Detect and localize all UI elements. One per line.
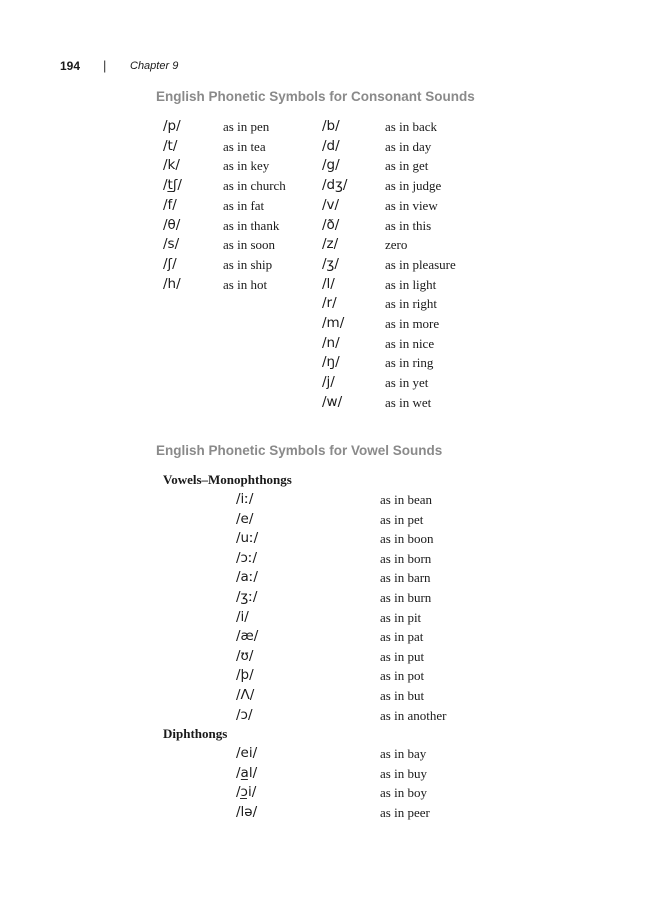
example-word: as in yet <box>385 375 429 391</box>
example-word: as in born <box>380 550 432 566</box>
example-word: as in pit <box>380 609 422 625</box>
phonetic-symbol: /þ/ <box>236 667 254 684</box>
example-word: as in get <box>385 158 429 174</box>
phonetic-symbol: /ɔ/ <box>236 706 253 723</box>
phonetic-symbol: /f/ <box>163 196 177 213</box>
example-word: as in bay <box>380 746 427 761</box>
phonetic-symbol: /k/ <box>163 157 180 174</box>
phonetic-symbol: /i/ <box>236 608 249 625</box>
phonetic-symbol: /r/ <box>322 295 337 312</box>
phonetic-symbol: /ŋ/ <box>322 354 340 371</box>
phonetic-symbol: /ɔ̲i/ <box>236 784 257 801</box>
example-word: as in light <box>385 276 437 292</box>
phonetic-symbol: /dʒ/ <box>322 177 348 194</box>
example-word: as in ship <box>223 256 273 272</box>
phonetic-symbol: /l/ <box>322 275 335 292</box>
example-word: zero <box>385 237 408 253</box>
example-word: as in pet <box>380 511 424 527</box>
phonetic-symbol: /ð/ <box>322 216 340 233</box>
example-word: as in more <box>385 316 440 331</box>
phonetic-symbol: /h/ <box>163 275 181 292</box>
diphthongs-label: Diphthongs <box>163 726 228 741</box>
example-word: as in tea <box>223 138 266 154</box>
phonetic-symbol: /ɔː/ <box>236 549 258 566</box>
phonetic-symbol: /ʃ/ <box>163 255 177 272</box>
consonants-title: English Phonetic Symbols for Consonant Sounds <box>156 89 475 104</box>
example-word: as in put <box>380 648 425 664</box>
example-word: as in back <box>385 119 437 134</box>
example-word: as in bean <box>380 492 432 507</box>
example-word: as in buy <box>380 765 427 781</box>
example-word: as in judge <box>385 178 442 194</box>
phonetic-symbol: /ei/ <box>236 745 258 761</box>
page-number: 194 <box>60 59 81 73</box>
example-word: as in pat <box>380 629 424 645</box>
phonetic-symbol: /aː/ <box>236 569 258 586</box>
example-word: as in right <box>385 296 437 312</box>
example-word: as in view <box>385 197 438 213</box>
phonetic-symbol: /e/ <box>236 510 254 527</box>
example-word: as in boon <box>380 531 434 547</box>
phonetic-symbol: /ʒ/ <box>322 255 339 272</box>
phonetic-symbol: /Λ/ <box>236 687 255 703</box>
phonetic-symbol: /n/ <box>322 334 340 351</box>
example-word: as in wet <box>385 394 432 410</box>
example-word: as in pen <box>223 119 270 134</box>
example-word: as in this <box>385 217 432 233</box>
example-word: as in another <box>380 707 447 723</box>
header-separator: | <box>103 58 107 73</box>
example-word: as in pleasure <box>385 256 456 272</box>
phonetic-symbol: /ʒː/ <box>236 589 258 605</box>
phonetic-symbol: /θ/ <box>163 216 181 233</box>
phonetic-symbol: /s/ <box>163 236 180 253</box>
example-word: as in but <box>380 688 425 703</box>
monophthongs-label: Vowels–Monophthongs <box>163 472 292 487</box>
phonetic-symbol: /v/ <box>322 196 340 213</box>
example-word: as in church <box>223 178 286 194</box>
example-word: as in key <box>223 158 270 174</box>
example-word: as in nice <box>385 335 435 351</box>
phonetic-symbol: /ʊ/ <box>236 647 254 664</box>
phonetic-symbol: /t/ <box>163 137 178 154</box>
phonetic-symbol: /lə/ <box>236 804 258 821</box>
phonetic-symbol: /j/ <box>322 374 335 391</box>
phonetic-symbol: /a̲l/ <box>236 764 258 781</box>
phonetic-symbol: /p/ <box>163 118 181 134</box>
phonetic-symbol: /w/ <box>322 393 343 410</box>
example-word: as in fat <box>223 197 265 213</box>
example-word: as in burn <box>380 590 432 605</box>
example-word: as in peer <box>380 805 430 821</box>
example-word: as in ring <box>385 355 434 371</box>
vowels-title: English Phonetic Symbols for Vowel Sounds <box>156 443 443 458</box>
phonetic-symbol: /t̲ʃ/ <box>163 177 182 194</box>
phonetic-symbol: /g/ <box>322 157 340 174</box>
phonetic-symbol: /uː/ <box>236 530 259 547</box>
phonetic-symbol: /z/ <box>322 236 339 253</box>
example-word: as in thank <box>223 217 280 233</box>
chapter-label: Chapter 9 <box>130 60 179 72</box>
phonetic-symbol: /iː/ <box>236 491 254 507</box>
phonetic-symbol: /d/ <box>322 137 340 154</box>
example-word: as in soon <box>223 237 275 253</box>
example-word: as in hot <box>223 276 268 292</box>
example-word: as in day <box>385 138 432 154</box>
phonetic-symbol: /æ/ <box>236 628 259 645</box>
example-word: as in pot <box>380 668 425 684</box>
example-word: as in boy <box>380 785 427 801</box>
phonetic-symbol: /b/ <box>322 118 340 134</box>
phonetic-symbol: /m/ <box>322 315 345 331</box>
example-word: as in barn <box>380 570 431 586</box>
